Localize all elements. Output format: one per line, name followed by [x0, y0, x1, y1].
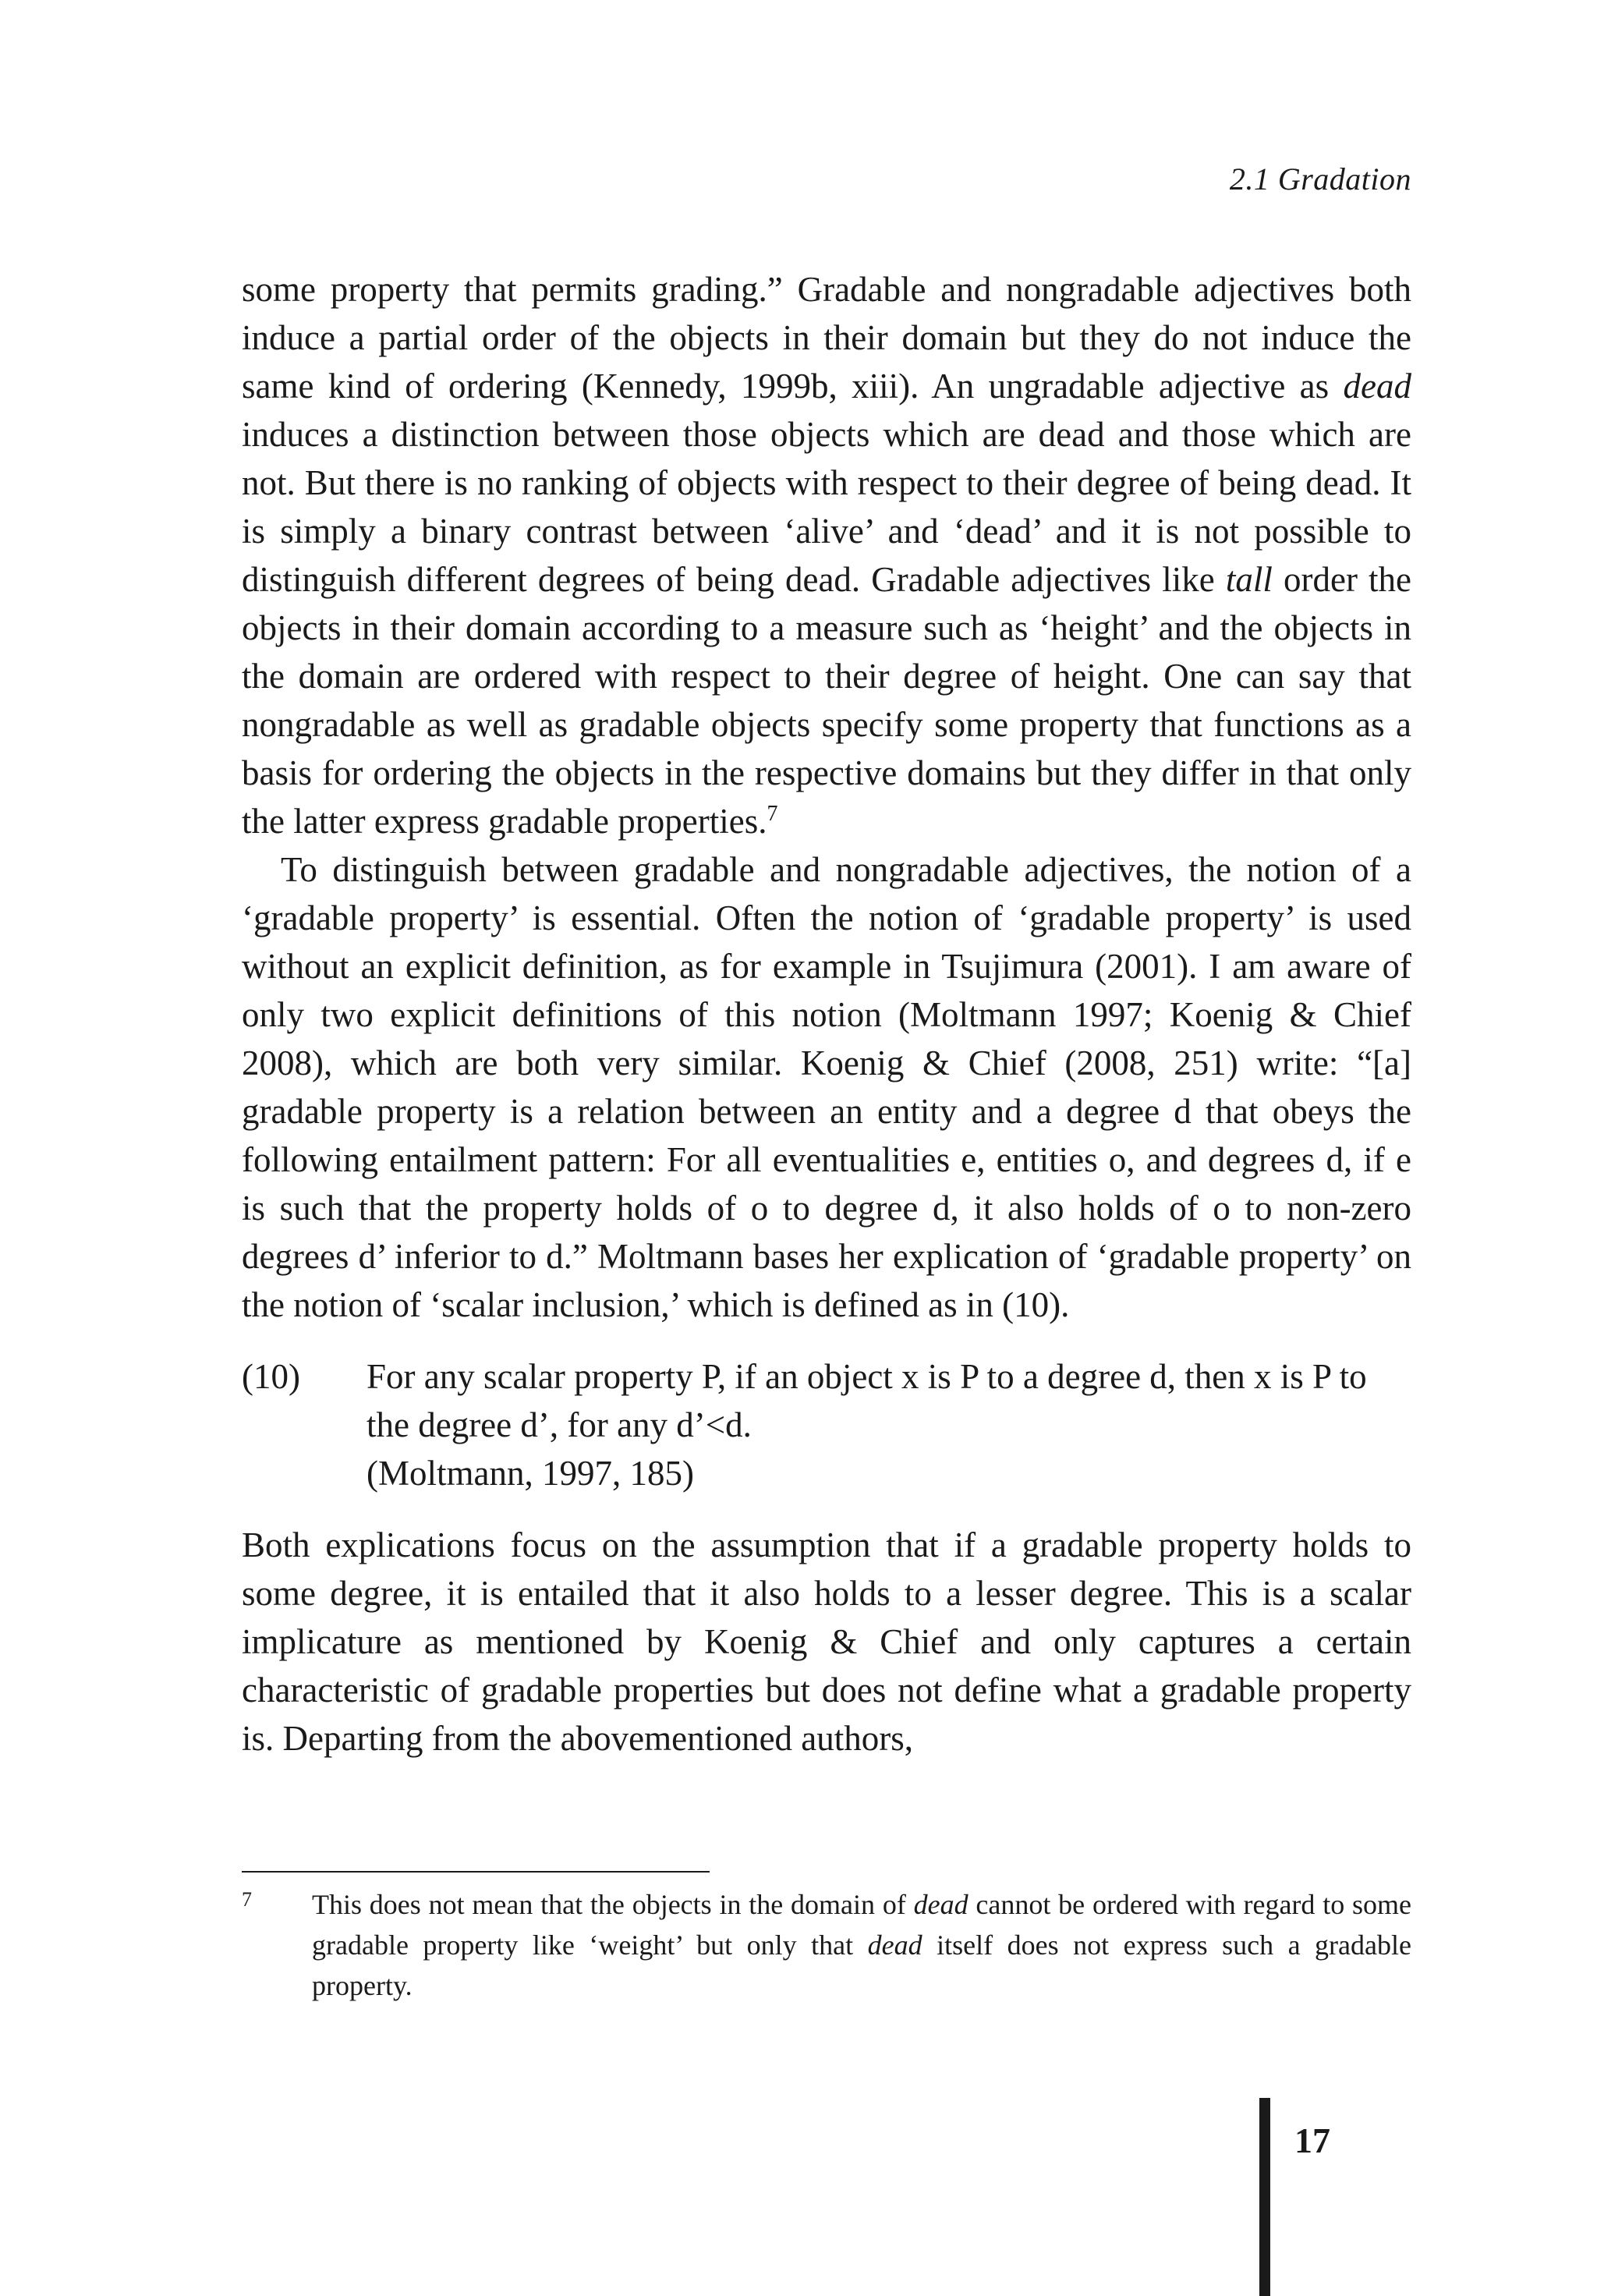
page-edge-bar: [1259, 2098, 1270, 2296]
paragraph-3: Both explications focus on the assumption that if a gradable property holds to some degree, it is entailed that it also holds to a lesser degree. This is a scalar implicature as mentioned by Koenig & Chief and only captures a certain characteristic of gradable properties but does not define what a gradable property is. Departing from the abovementioned authors,: [242, 1525, 1411, 1758]
italic-term: dead: [867, 1929, 922, 1961]
example-citation: (Moltmann, 1997, 185): [366, 1454, 694, 1493]
italic-term: dead: [913, 1889, 968, 1920]
italic-term: tall: [1225, 560, 1273, 599]
text-run: cannot be ordered with regard to some gradable property like ‘weight’ but only that: [312, 1889, 1411, 1961]
footnote-ref: 7: [767, 802, 778, 826]
text-run: This does not mean that the objects in the domain of: [312, 1889, 914, 1920]
footnote-text: [312, 1884, 1411, 2006]
running-head: 2.1 Gradation: [1229, 161, 1411, 197]
footnote-mark: 7: [242, 1888, 252, 1911]
example-text: For any scalar property P, if an object x is P to a degree d, then x is P to the degree d’, for any d’<d.: [366, 1357, 1367, 1444]
text-run: induces a distinction between those objects which are dead and those which are not. But there is no ranking of objects with respect to their degree of being dead. It is simply a binary contrast between ‘alive’ and ‘dead’ and it is not possible to distinguish different degrees of being dead. Gradable adjectives like: [242, 415, 1411, 599]
paragraph-1: [242, 265, 1411, 845]
example-number: (10): [242, 1357, 300, 1396]
paragraph-2: [242, 845, 1411, 1329]
text-run: To distinguish between gradable and nongradable adjectives, the notion of a ‘gradable property’ is essential. Often the notion of ‘gradable property’ is used without an explicit definition, as for example in Tsujimura (2001). I am aware of only two explicit definitions of this notion (Moltmann 1997; Koenig & Chief 2008), which are both very similar. Koenig & Chief (2008, 251) write: “[a] gradable property is a relation between an entity and a degree d that obeys the following entailment pattern: For all eventualities e, entities o, and degrees d, if e is such that the property holds of o to degree d, it also holds of o to non-zero degrees d’ inferior to d.” Moltmann bases her explication of ‘gradable property’ on the notion of ‘scalar inclusion,’ which is defined as in (10).: [242, 850, 1411, 1324]
footnote-7: [242, 1884, 1411, 2006]
example-body: [366, 1352, 1411, 1497]
italic-term: dead: [1343, 367, 1411, 406]
text-run: some property that permits grading.” Gradable and nongradable adjectives both induce a partial order of the objects in their domain but they do not induce the same kind of ordering (Kennedy, 1999b, xiii). An ungradable adjective as: [242, 270, 1411, 406]
page-number: 17: [1294, 2121, 1330, 2160]
text-run: order the objects in their domain according to a measure such as ‘height’ and the objects in the domain are ordered with respect to their degree of height. One can say that nongradable as well as gradable objects specify some property that functions as a basis for ordering the objects in the respective domains but they differ in that only the latter express gradable properties.: [242, 560, 1412, 841]
body-text: [242, 265, 1411, 1763]
footnote-rule: [242, 1871, 710, 1873]
example-10: [242, 1352, 1411, 1497]
text-run: itself does not express such a gradable property.: [312, 1929, 1411, 2001]
